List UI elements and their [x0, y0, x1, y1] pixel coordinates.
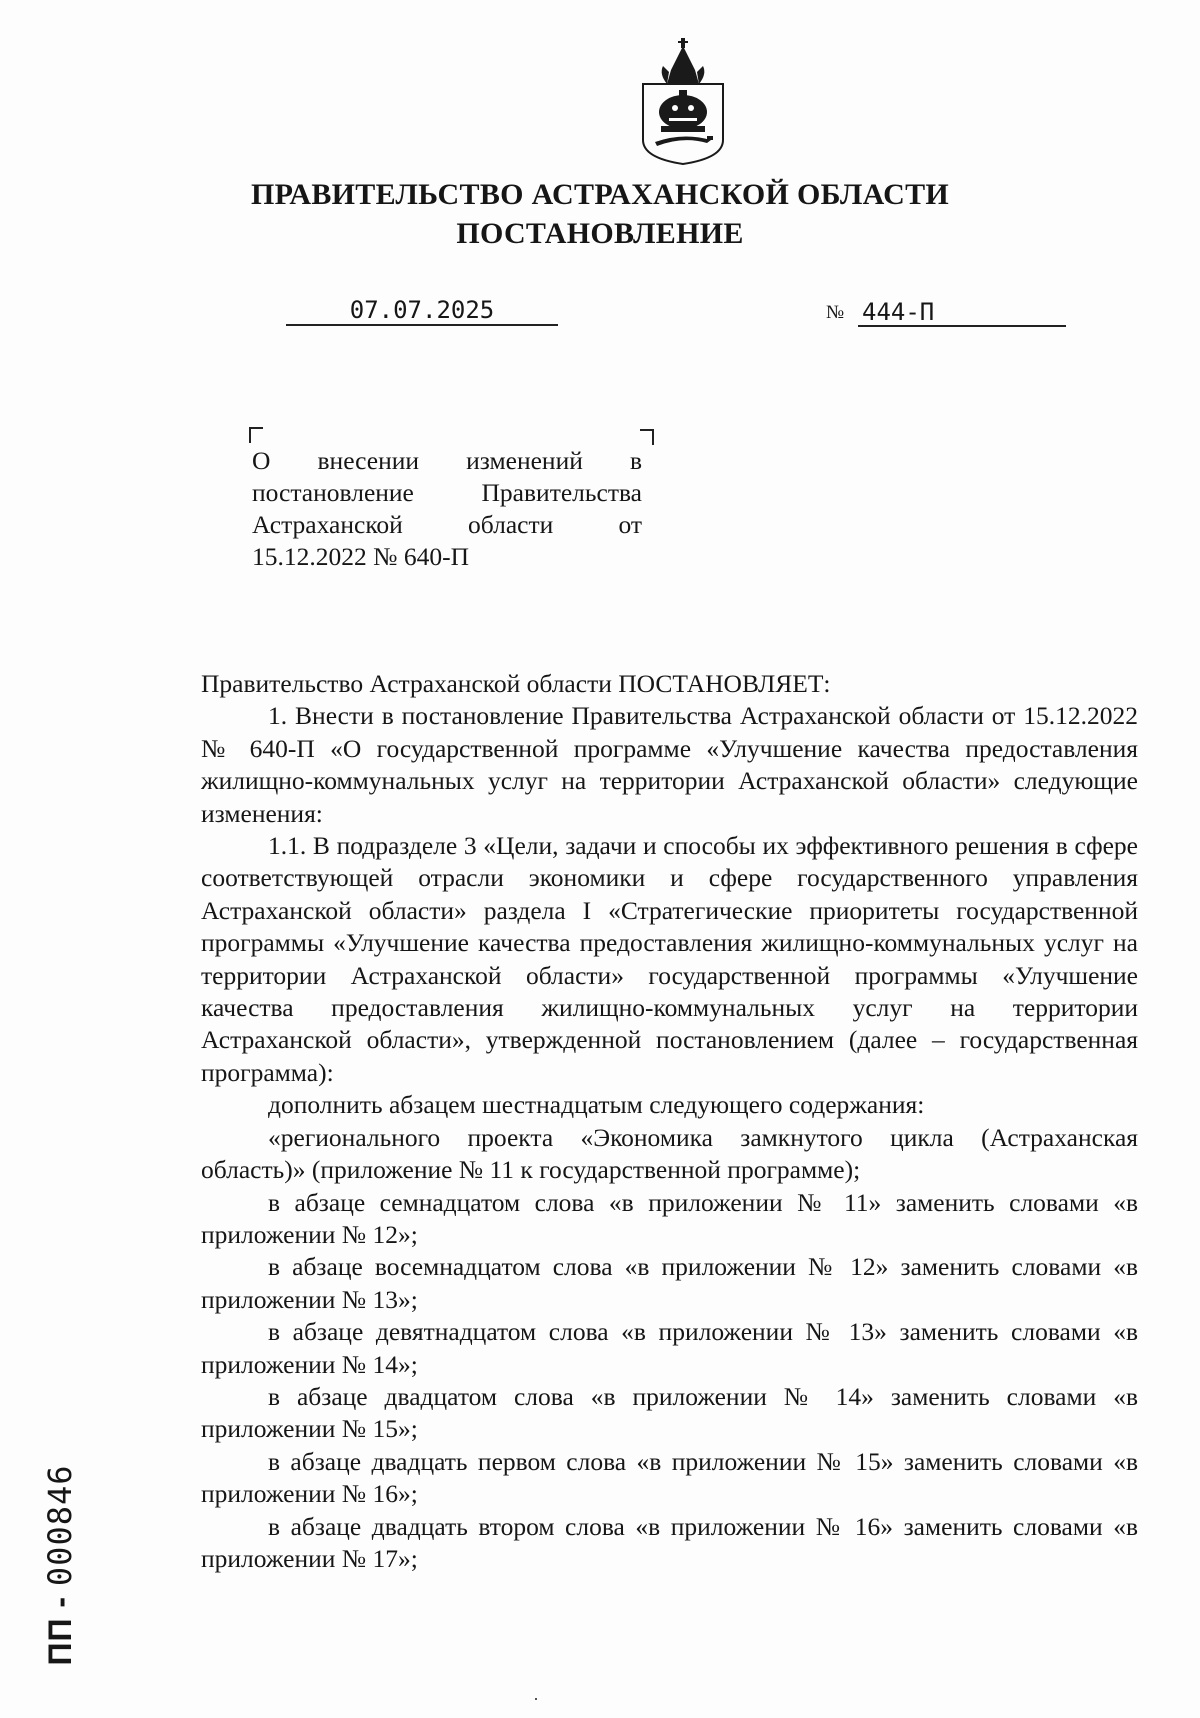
- paragraph-amend-21: в абзаце двадцать первом слова «в приложении № 15» заменить словами «в приложении № 16»;: [201, 1446, 1138, 1509]
- paragraph-1: 1. Внести в постановление Правительства Астраханской области от 15.12.2022 № 640-П «О государственной программе «Улучшение качества предоставления жилищно-коммунальных услуг на территории Астраханской области» следующие изменения:: [201, 701, 1138, 828]
- document-type-title: ПОСТАНОВЛЕНИЕ: [456, 217, 744, 250]
- paragraph-amend-18: в абзаце восемнадцатом слова «в приложении № 12» заменить словами «в приложении № 13»;: [201, 1252, 1138, 1314]
- paragraph-quote: «регионального проекта «Экономика замкнутого цикла (Астраханская область)» (приложение № 11 к государственной программе);: [201, 1122, 1138, 1185]
- paragraph-amend-20: в абзаце двадцатом слова «в приложении № 14» заменить словами «в приложении № 15»;: [201, 1381, 1138, 1444]
- paragraph-amend-add: дополнить абзацем шестнадцатым следующего содержания:: [268, 1090, 925, 1120]
- preamble: Правительство Астраханской области ПОСТАНОВЛЯЕТ:: [201, 669, 831, 698]
- paragraph-amend-19: в абзаце девятнадцатом слова «в приложении № 13» заменить словами «в приложении № 14»;: [201, 1317, 1138, 1379]
- scan-speck: [535, 1698, 537, 1700]
- side-registration-stamp: [30, 1450, 90, 1680]
- number-underline: [858, 325, 1066, 327]
- coat-of-arms-emblem: [637, 36, 729, 166]
- stamp-prefix: ПП -: [42, 1595, 78, 1666]
- number-sign: №: [826, 302, 845, 323]
- paragraph-amend-22: в абзаце двадцать втором слова «в приложении № 16» заменить словами «в приложении № 17»;: [201, 1511, 1138, 1573]
- government-title: ПРАВИТЕЛЬСТВО АСТРАХАНСКОЙ ОБЛАСТИ: [250, 178, 950, 211]
- subject-corner-left: [249, 427, 263, 443]
- paragraph-amend-17: в абзаце семнадцатом слова «в приложении № 11» заменить словами «в приложении № 12»;: [201, 1187, 1138, 1249]
- stamp-code: 000846: [41, 1464, 79, 1587]
- document-number: 444-П: [862, 298, 935, 326]
- document-subject: О внесении изменений в постановление Правительства Астраханской области от 15.12.2022 № 640-П: [252, 446, 642, 571]
- document-body: [201, 668, 1138, 1575]
- subject-corner-right: [640, 429, 654, 445]
- document-date: 07.07.2025: [349, 296, 495, 324]
- paragraph-1-1: 1.1. В подразделе 3 «Цели, задачи и способы их эффективного решения в сфере соответствующей отрасли экономики и сфере государственного управления Астраханской области» раздела I «Стратегические приоритеты государственной программы «Улучшение качества предоставления жилищно-коммунальных услуг на территории Астраханской области» государственной программы «Улучшение качества предоставления жилищно-коммунальных услуг на территории Астраханской области», утвержденной постановлением (далее – государственная программа):: [201, 831, 1138, 1087]
- date-underline: [286, 324, 558, 326]
